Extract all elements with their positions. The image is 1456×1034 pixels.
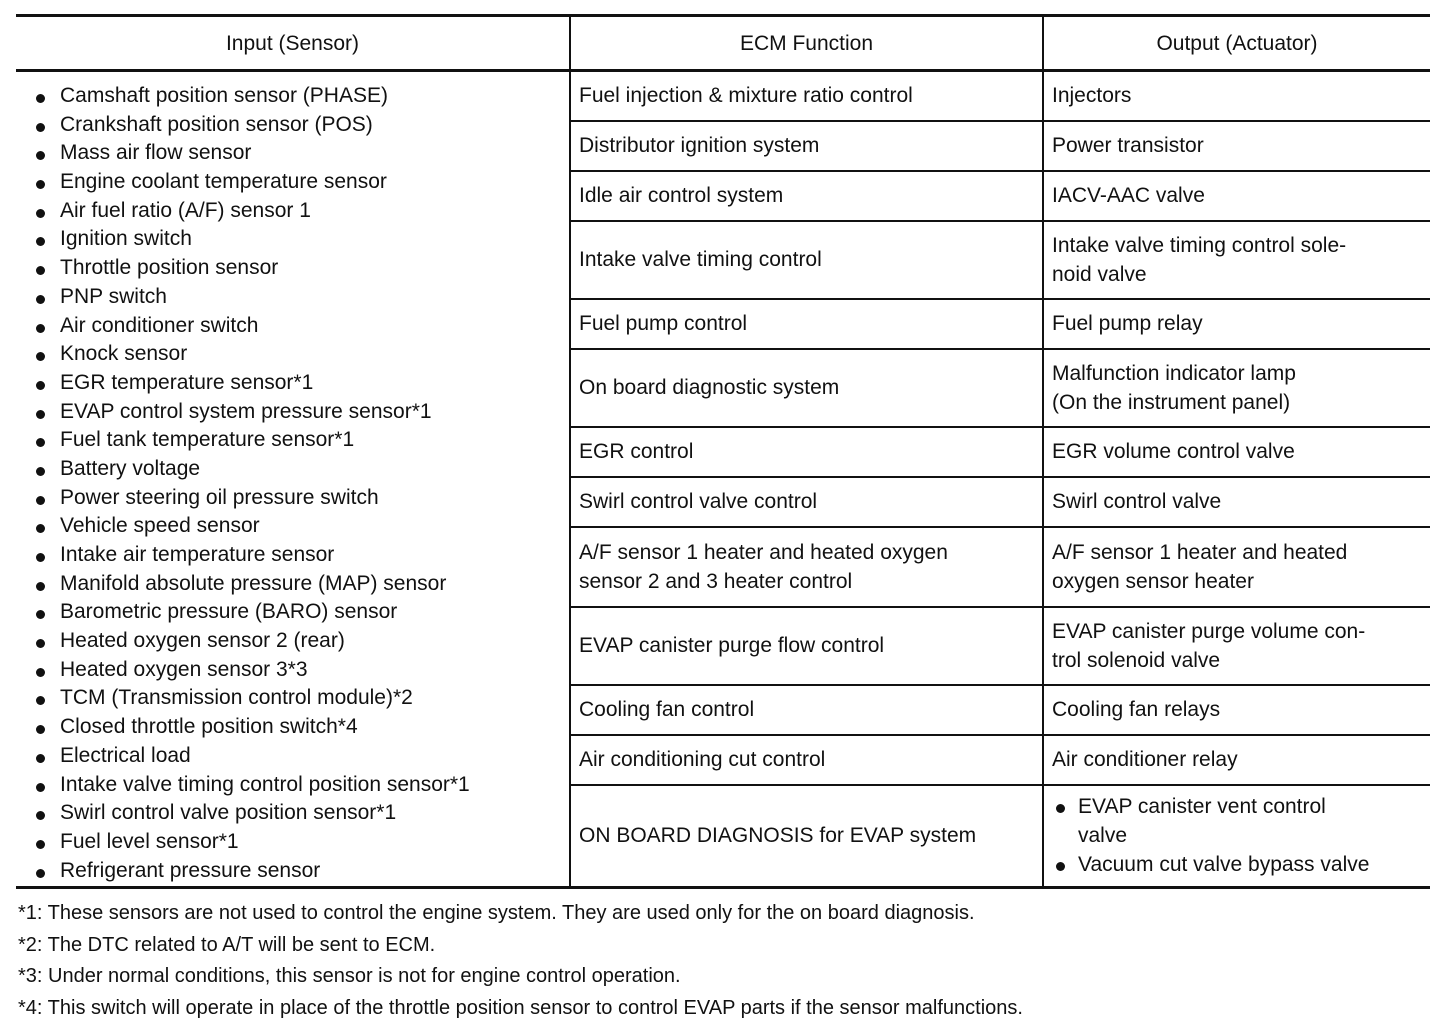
function-cell: Fuel injection & mixture ratio control bbox=[570, 71, 1043, 121]
input-sensor-item: EGR temperature sensor*1 bbox=[30, 369, 569, 398]
input-sensor-item: Vehicle speed sensor bbox=[30, 512, 569, 541]
function-cell: Fuel pump control bbox=[570, 299, 1043, 349]
function-line: sensor 2 and 3 heater control bbox=[579, 569, 853, 593]
output-cell bbox=[1043, 221, 1430, 299]
function-cell bbox=[570, 527, 1043, 607]
output-cell: Fuel pump relay bbox=[1043, 299, 1430, 349]
output-cell: Power transistor bbox=[1043, 121, 1430, 171]
output-line: (On the instrument panel) bbox=[1052, 390, 1291, 414]
footnotes bbox=[18, 898, 1438, 1024]
output-cell bbox=[1043, 607, 1430, 685]
input-sensor-item: Knock sensor bbox=[30, 340, 569, 369]
output-bullet-list bbox=[1052, 792, 1422, 879]
input-sensor-item: Refrigerant pressure sensor bbox=[30, 857, 569, 886]
input-sensor-item: Engine coolant temperature sensor bbox=[30, 168, 569, 197]
output-cell: Air conditioner relay bbox=[1043, 735, 1430, 785]
input-sensor-item: EVAP control system pressure sensor*1 bbox=[30, 398, 569, 427]
output-cell bbox=[1043, 785, 1430, 888]
output-cell: Cooling fan relays bbox=[1043, 685, 1430, 735]
output-line: valve bbox=[1078, 824, 1128, 848]
output-line: noid valve bbox=[1052, 262, 1147, 286]
input-sensor-item: TCM (Transmission control module)*2 bbox=[30, 684, 569, 713]
input-sensor-item: Battery voltage bbox=[30, 455, 569, 484]
output-line: EVAP canister purge volume con- bbox=[1052, 619, 1366, 643]
output-line: trol solenoid valve bbox=[1052, 648, 1221, 672]
output-line: Vacuum cut valve bypass valve bbox=[1078, 853, 1370, 877]
input-sensor-item: Electrical load bbox=[30, 742, 569, 771]
footnote: *3: Under normal conditions, this sensor is not for engine control operation. bbox=[18, 965, 681, 987]
table-header-row bbox=[16, 16, 1430, 71]
function-cell: On board diagnostic system bbox=[570, 349, 1043, 427]
input-sensor-item: PNP switch bbox=[30, 283, 569, 312]
output-bullet-item bbox=[1052, 792, 1422, 850]
input-sensor-item: Mass air flow sensor bbox=[30, 139, 569, 168]
output-column-header: Output (Actuator) bbox=[1043, 16, 1430, 71]
function-cell: EGR control bbox=[570, 427, 1043, 477]
function-cell: Swirl control valve control bbox=[570, 477, 1043, 527]
footnote: *1: These sensors are not used to control the engine system. They are used only for the on board diagnosis. bbox=[18, 902, 975, 924]
input-sensor-item: Intake valve timing control position sensor*1 bbox=[30, 771, 569, 800]
input-sensor-cell bbox=[16, 71, 570, 888]
footnote: *2: The DTC related to A/T will be sent to ECM. bbox=[18, 933, 436, 956]
input-sensor-item: Manifold absolute pressure (MAP) sensor bbox=[30, 570, 569, 599]
input-sensor-item: Throttle position sensor bbox=[30, 254, 569, 283]
function-cell: Distributor ignition system bbox=[570, 121, 1043, 171]
input-sensor-item: Heated oxygen sensor 3*3 bbox=[30, 656, 569, 685]
output-cell bbox=[1043, 349, 1430, 427]
output-line: Intake valve timing control sole- bbox=[1052, 233, 1347, 257]
output-cell: Injectors bbox=[1043, 71, 1430, 121]
output-line: A/F sensor 1 heater and heated bbox=[1052, 540, 1348, 564]
input-sensor-item: Swirl control valve position sensor*1 bbox=[30, 799, 569, 828]
table-row bbox=[16, 71, 1430, 121]
output-cell: Swirl control valve bbox=[1043, 477, 1430, 527]
output-line: Malfunction indicator lamp bbox=[1052, 361, 1296, 385]
output-line: oxygen sensor heater bbox=[1052, 569, 1254, 593]
input-column-header: Input (Sensor) bbox=[16, 16, 570, 71]
input-sensor-item: Air fuel ratio (A/F) sensor 1 bbox=[30, 197, 569, 226]
input-sensor-item: Closed throttle position switch*4 bbox=[30, 713, 569, 742]
input-sensor-item: Fuel level sensor*1 bbox=[30, 828, 569, 857]
function-column-header: ECM Function bbox=[570, 16, 1043, 71]
output-line: EVAP canister vent control bbox=[1078, 795, 1326, 819]
function-cell: ON BOARD DIAGNOSIS for EVAP system bbox=[570, 785, 1043, 888]
ecm-io-table bbox=[16, 14, 1430, 889]
function-cell: EVAP canister purge flow control bbox=[570, 607, 1043, 685]
function-cell: Intake valve timing control bbox=[570, 221, 1043, 299]
output-cell bbox=[1043, 527, 1430, 607]
input-sensor-item: Heated oxygen sensor 2 (rear) bbox=[30, 627, 569, 656]
output-cell: IACV-AAC valve bbox=[1043, 171, 1430, 221]
function-cell: Air conditioning cut control bbox=[570, 735, 1043, 785]
footnote: *4: This switch will operate in place of the throttle position sensor to control EVAP parts if the sensor malfunctions. bbox=[18, 996, 1023, 1019]
input-sensor-item: Intake air temperature sensor bbox=[30, 541, 569, 570]
input-sensor-list bbox=[30, 82, 569, 885]
output-cell: EGR volume control valve bbox=[1043, 427, 1430, 477]
input-sensor-item: Ignition switch bbox=[30, 225, 569, 254]
input-sensor-item: Power steering oil pressure switch bbox=[30, 484, 569, 513]
input-sensor-item: Fuel tank temperature sensor*1 bbox=[30, 426, 569, 455]
input-sensor-item: Camshaft position sensor (PHASE) bbox=[30, 82, 569, 111]
function-cell: Cooling fan control bbox=[570, 685, 1043, 735]
input-sensor-item: Crankshaft position sensor (POS) bbox=[30, 111, 569, 140]
input-sensor-item: Air conditioner switch bbox=[30, 312, 569, 341]
input-sensor-item: Barometric pressure (BARO) sensor bbox=[30, 598, 569, 627]
function-line: A/F sensor 1 heater and heated oxygen bbox=[579, 540, 948, 564]
output-bullet-item bbox=[1052, 850, 1422, 879]
function-cell: Idle air control system bbox=[570, 171, 1043, 221]
